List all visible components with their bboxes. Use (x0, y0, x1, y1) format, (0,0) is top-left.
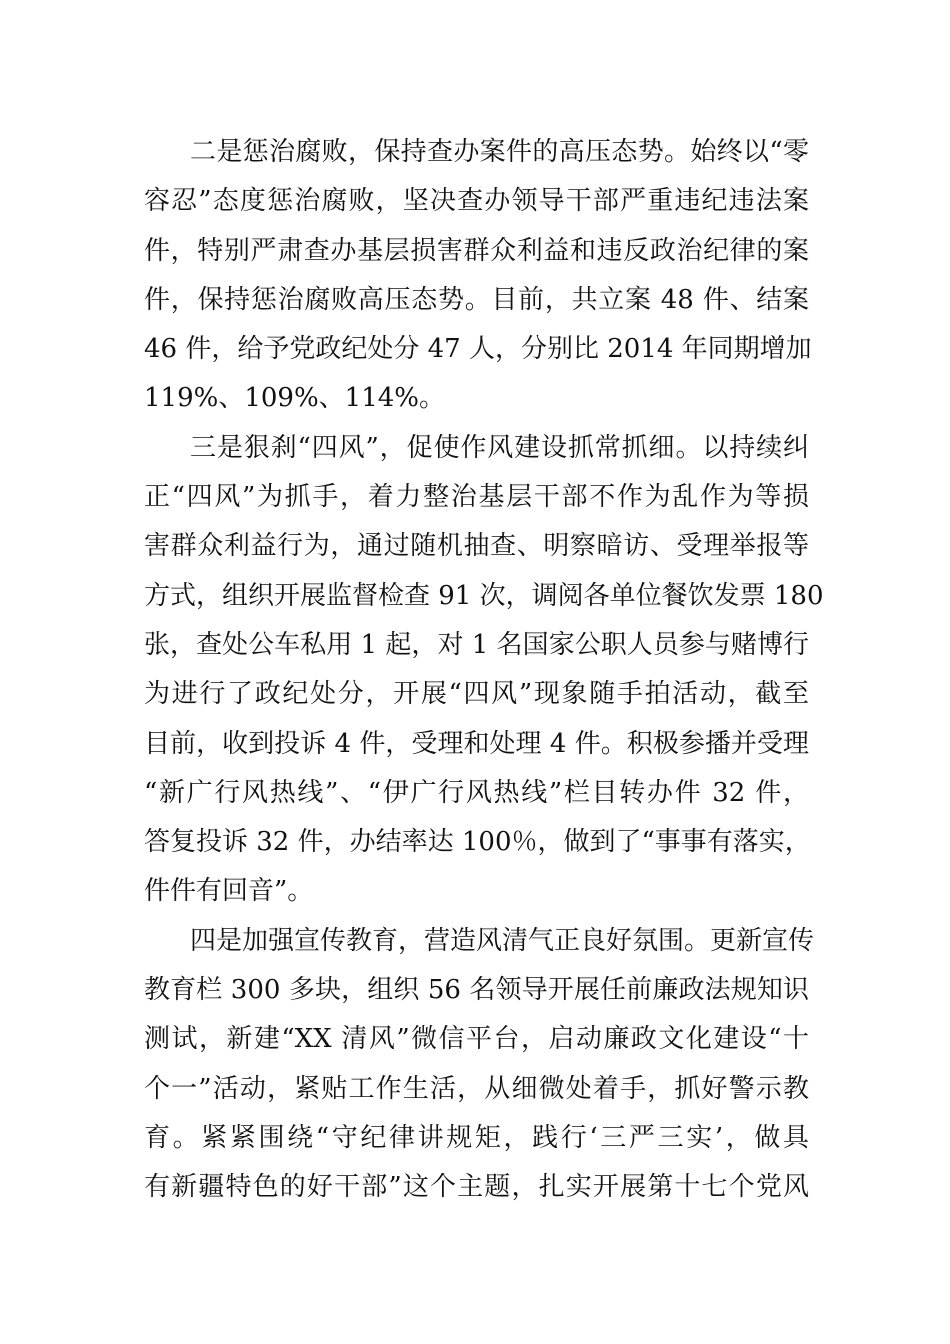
paragraph-3-line-2: 正“四风”为抓手，着力整治基层干部不作为乱作为等损 (144, 482, 809, 513)
paragraph-3-line-4: 方式，组织开展监督检查 91 次，调阅各单位餐饮发票 180 (144, 580, 824, 611)
paragraph-3-line-6: 为进行了政纪处分，开展“四风”现象随手拍活动，截至 (144, 679, 809, 710)
paragraph-3-line-8: “新广行风热线”、“伊广行风热线”栏目转办件 32 件， (144, 777, 809, 808)
paragraph-2-line-2: 容忍”态度惩治腐败，坚决查办领导干部严重违纪违法案 (144, 186, 809, 217)
paragraph-3-line-9: 答复投诉 32 件，办结率达 100％，做到了“事事有落实， (144, 827, 811, 858)
paragraph-3-line-7: 目前，收到投诉 4 件，受理和处理 4 件。积极参播并受理 (144, 728, 809, 759)
paragraph-2-line-1: 二是惩治腐败，保持查办案件的高压态势。始终以“零 (190, 137, 809, 167)
paragraph-4-line-4: 个一”活动，紧贴工作生活，从细微处着手，抓好警示教 (144, 1073, 809, 1104)
paragraph-4-line-6: 有新疆特色的好干部”这个主题，扎实开展第十七个党风 (144, 1172, 809, 1203)
paragraph-3-line-10: 件件有回音”。 (144, 876, 314, 907)
paragraph-3-line-1: 三是狠刹“四风”，促使作风建设抓常抓细。以持续纠 (190, 432, 809, 463)
paragraph-4-line-3: 测试，新建“XX 清风”微信平台，启动廉政文化建设“十 (144, 1024, 809, 1055)
paragraph-4-line-5: 育。紧紧围绕“守纪律讲规矩，践行‘三严三实’，做具 (144, 1122, 809, 1153)
paragraph-4-line-2: 教育栏 300 多块，组织 56 名领导开展任前廉政法规知识 (144, 975, 809, 1006)
paragraph-2-line-5: 46 件，给予党政纪处分 47 人，分别比 2014 年同期增加 (144, 334, 812, 365)
paragraph-3-line-3: 害群众利益行为，通过随机抽查、明察暗访、受理举报等 (144, 531, 809, 562)
document-body (144, 128, 824, 1213)
paragraph-4-line-1: 四是加强宣传教育，营造风清气正良好氛围。更新宣传 (190, 925, 815, 956)
paragraph-3-line-5: 张，查处公车私用 1 起，对 1 名国家公职人员参与赌博行 (144, 629, 809, 660)
paragraph-2-line-3: 件，特别严肃查办基层损害群众利益和违反政治纪律的案 (144, 235, 809, 266)
paragraph-2-line-6: 119%、109%、114%。 (144, 383, 445, 414)
paragraph-2-line-4: 件，保持惩治腐败高压态势。目前，共立案 48 件、结案 (144, 284, 809, 315)
